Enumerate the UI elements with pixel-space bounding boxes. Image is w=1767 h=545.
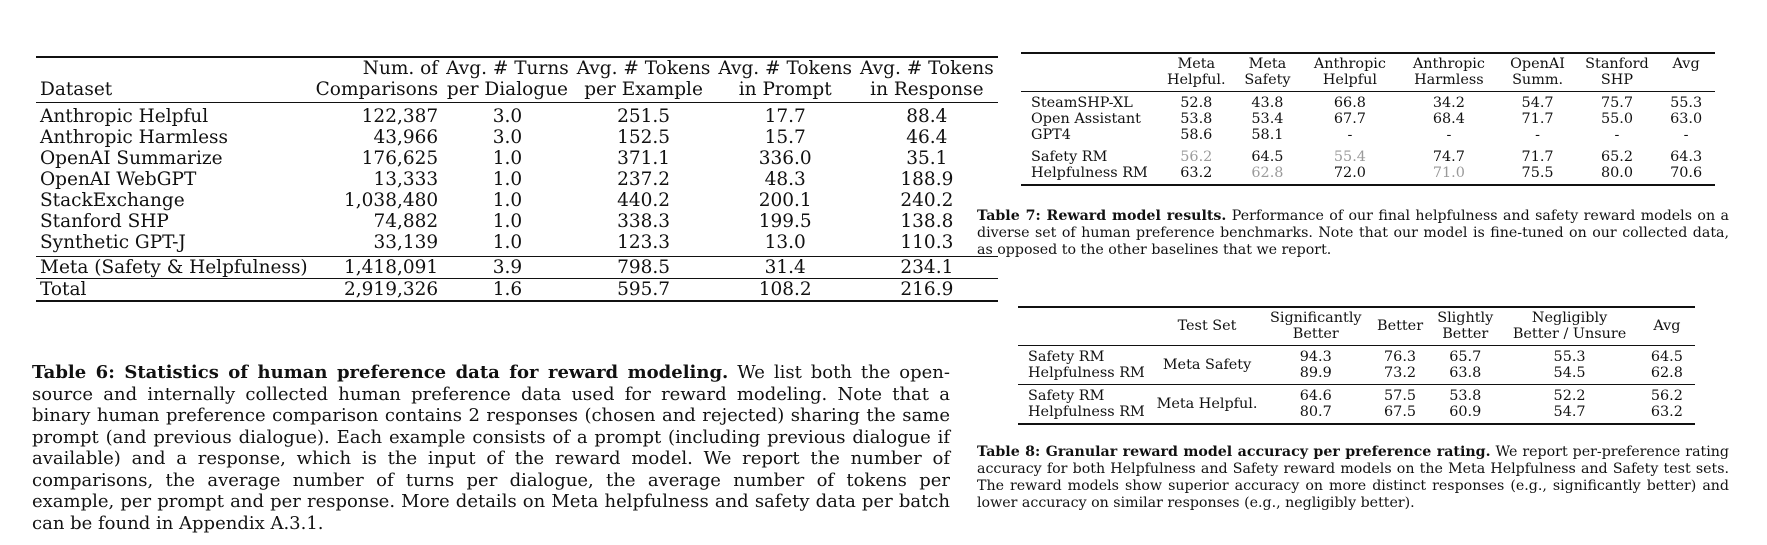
t7-header-openai-summ: OpenAI Summ. [1510,56,1565,88]
t6-cell: 138.8 [900,211,954,232]
t6-cell: 33,139 [373,232,439,253]
t7-cell: 71.0 [1432,165,1465,181]
table-row [36,211,998,232]
t6-cell: Meta (Safety & Helpfulness) [40,257,308,278]
t8-cell: Safety RM [1028,349,1105,365]
t6-cell: 595.7 [617,279,671,300]
t8-header-better: Better [1377,318,1424,334]
t7-cell: 71.7 [1521,149,1554,165]
t7-header-meta-helpful: Meta Helpful. [1166,56,1226,88]
t8-header-negligibly-better: Negligibly Better / Unsure [1512,310,1627,342]
t8-cell: 65.7 [1449,349,1482,365]
t6-cell: 13,333 [373,169,439,190]
t7-cell: Open Assistant [1031,111,1141,127]
t8-cell: 94.3 [1299,349,1332,365]
t6-cell: 3.0 [492,106,523,127]
t8-cell: 57.5 [1384,388,1417,404]
t7-cell: - [1347,127,1353,143]
t6-cell: 200.1 [758,190,812,211]
t7-cell: - [1683,127,1689,143]
t6-total-row [36,279,998,302]
t8-cell: 54.7 [1553,404,1586,420]
t8-cell: 60.9 [1449,404,1482,420]
t7-cell: 72.0 [1333,165,1366,181]
t7-cell: 63.2 [1180,165,1213,181]
t6-cell: 234.1 [900,257,954,278]
table-row [1021,146,1715,165]
t8-cell: 64.6 [1299,388,1332,404]
t6-cell: 336.0 [758,148,812,169]
t8-cell: 62.8 [1650,365,1683,381]
table-row [1021,92,1715,112]
t7-cell: GPT4 [1031,127,1071,143]
t7-cell: 58.1 [1251,127,1284,143]
table-row [36,127,998,148]
t6-cell: 43,966 [373,127,439,148]
table-row [1021,111,1715,127]
table-row [36,169,998,190]
t6-cell: OpenAI Summarize [40,148,223,169]
table-7-caption [977,208,1729,259]
t8-header-significantly-better: Significantly Better [1269,310,1362,342]
t6-cell: 1.0 [492,169,523,190]
t6-header-tokens-example: Avg. # Tokens per Example [576,58,711,100]
t8-header-avg: Avg [1653,318,1681,334]
t6-cell: 1.6 [492,279,523,300]
t7-cell: 63.0 [1670,111,1703,127]
t8-cell: 53.8 [1449,388,1482,404]
t6-cell: 1.0 [492,232,523,253]
t7-cell: - [1614,127,1620,143]
t7-cell: Safety RM [1031,149,1108,165]
t7-cell: 75.5 [1521,165,1554,181]
t8-cell: 63.2 [1650,404,1683,420]
t8-header-test-set: Test Set [1177,318,1237,334]
t6-header-tokens-response: Avg. # Tokens in Response [860,58,994,100]
table-row [1018,404,1695,424]
t6-cell: OpenAI WebGPT [40,169,197,190]
table-6-header-row [36,57,998,103]
table-6-caption-label: Table 6: Statistics of human preference data for reward modeling. [32,362,729,383]
t7-cell: 53.8 [1180,111,1213,127]
t6-cell: 1,038,480 [344,190,439,211]
t8-cell: 54.5 [1553,365,1586,381]
t8-cell: 63.8 [1449,365,1482,381]
table-row [1018,385,1695,405]
table-7-body-ours [1021,146,1715,185]
t8-cell: 56.2 [1650,388,1683,404]
t7-header-stanford-shp: Stanford SHP [1585,56,1649,88]
table-8-caption [977,444,1729,512]
t7-header-avg: Avg [1672,56,1700,72]
t6-cell: 237.2 [617,169,671,190]
t7-cell: 52.8 [1180,95,1213,111]
t8-header-model [1018,307,1152,346]
t7-header-anthropic-helpful: Anthropic Helpful [1313,56,1386,88]
table-7 [1021,52,1715,186]
t6-cell: 152.5 [617,127,671,148]
table-row [1021,127,1715,146]
table-6-caption-text: We list both the open-source and internally collected human preference data used for reward modeling. Note that a binary human preference comparison contains 2 responses (chosen and rejected) sharing the same prompt (and previous dialogue). Each example consists of a prompt (including previous dialogue if available) and a response, which is the input of the reward model. We report the number of comparisons, the average number of turns per dialogue, the average number of tokens per example, per prompt and per response. More details on Meta helpfulness and safety data per batch can be found in Appendix A.3.1. [32,362,950,534]
t6-cell: Anthropic Helpful [40,106,209,127]
t8-test-set-cell: Meta Safety [1162,357,1252,373]
t7-cell: 64.5 [1251,149,1284,165]
t7-cell: 66.8 [1333,95,1366,111]
t6-cell: 88.4 [906,106,948,127]
t8-cell: 64.5 [1650,349,1683,365]
t8-cell: Safety RM [1028,388,1105,404]
t8-cell: 73.2 [1384,365,1417,381]
t7-header-model [1021,53,1158,92]
table-7-header-row [1021,53,1715,92]
t7-cell: Helpfulness RM [1031,165,1148,181]
t6-cell: Synthetic GPT-J [40,232,186,253]
t7-cell: 54.7 [1521,95,1554,111]
t6-cell: 240.2 [900,190,954,211]
t6-cell: 2,919,326 [344,279,439,300]
t7-cell: 58.6 [1180,127,1213,143]
table-row [1018,346,1695,366]
t7-cell: 43.8 [1251,95,1284,111]
t8-cell: Helpfulness RM [1028,365,1145,381]
table-8-header-row [1018,307,1695,346]
t7-cell: 75.7 [1600,95,1633,111]
t7-cell: 80.0 [1600,165,1633,181]
table-8-group-meta-safety [1018,346,1695,385]
t6-cell: Anthropic Harmless [40,127,229,148]
t7-cell: 70.6 [1670,165,1703,181]
table-7-body-baselines [1021,92,1715,147]
table-row [36,148,998,169]
table-row [36,232,998,257]
t7-cell: 55.0 [1600,111,1633,127]
t6-cell: 1,418,091 [344,257,439,278]
t7-cell: 34.2 [1432,95,1465,111]
t6-cell: 13.0 [764,232,806,253]
table-6 [36,56,998,302]
table-6-caption [32,362,950,534]
t6-cell: 15.7 [764,127,806,148]
t6-cell: Stanford SHP [40,211,169,232]
t7-cell: 67.7 [1333,111,1366,127]
t6-cell: 123.3 [617,232,671,253]
t6-header-tokens-prompt: Avg. # Tokens in Prompt [718,58,853,100]
t6-cell: StackExchange [40,190,185,211]
t6-cell: 440.2 [617,190,671,211]
t8-cell: 80.7 [1299,404,1332,420]
t8-cell: 89.9 [1299,365,1332,381]
t6-meta-row [36,257,998,279]
t6-cell: 188.9 [900,169,954,190]
t6-cell: 46.4 [906,127,948,148]
t6-cell: 3.0 [492,127,523,148]
t8-header-slightly-better: Slightly Better [1437,310,1494,342]
t6-cell: 251.5 [617,106,671,127]
t6-cell: 31.4 [764,257,806,278]
table-8-caption-label: Table 8: Granular reward model accuracy per preference rating. [977,444,1491,460]
t7-cell: 55.4 [1333,149,1366,165]
table-8-group-meta-helpful [1018,385,1695,425]
t7-header-anthropic-harmless: Anthropic Harmless [1412,56,1485,88]
t7-cell: 71.7 [1521,111,1554,127]
t7-cell: 53.4 [1251,111,1284,127]
table-row [36,103,998,128]
t6-cell: 1.0 [492,211,523,232]
table-8 [1018,306,1695,425]
t7-cell: SteamSHP-XL [1031,95,1133,111]
t7-header-meta-safety: Meta Safety [1244,56,1291,88]
t6-cell: 798.5 [617,257,671,278]
t8-test-set-cell: Meta Helpful. [1156,396,1258,412]
t6-cell: 48.3 [764,169,806,190]
t6-cell: 35.1 [906,148,948,169]
t6-cell: 1.0 [492,148,523,169]
t6-cell: 110.3 [900,232,954,253]
t6-cell: 338.3 [617,211,671,232]
t8-cell: 52.2 [1553,388,1586,404]
t6-cell: 371.1 [617,148,671,169]
t7-cell: 62.8 [1251,165,1284,181]
table-row [36,190,998,211]
table-7-caption-label: Table 7: Reward model results. [977,208,1227,224]
t7-cell: 74.7 [1432,149,1465,165]
t7-cell: 55.3 [1670,95,1703,111]
t6-cell: 17.7 [764,106,806,127]
t7-cell: - [1535,127,1540,143]
table-7-caption-text: Performance of our final helpfulness and safety reward models on a diverse set of human preference benchmarks. Note that our model is fine-tuned on our collected data, as opposed to the other baselines that we report. [977,208,1729,258]
table-row [1021,165,1715,185]
t6-cell: 216.9 [900,279,954,300]
t8-cell: Helpfulness RM [1028,404,1145,420]
table-row [1018,365,1695,385]
t7-cell: 56.2 [1180,149,1213,165]
table-6-body [36,103,998,257]
t6-header-comparisons: Num. of Comparisons [315,58,439,100]
t6-header-dataset: Dataset [40,79,113,100]
t7-cell: - [1446,127,1452,143]
table-8-caption-text: We report per-preference rating accuracy for both Helpfulness and Safety reward models on the Meta Helpfulness and Safety test sets. The reward models show superior accuracy on more distinct responses (e.g., significantly better) and lower accuracy on similar responses (e.g., negligibly better). [977,444,1729,511]
t6-cell: 122,387 [361,106,439,127]
t8-cell: 76.3 [1384,349,1417,365]
t6-cell: 176,625 [361,148,439,169]
t6-cell: 1.0 [492,190,523,211]
t6-cell: Total [40,279,87,300]
t6-cell: 199.5 [758,211,812,232]
t7-cell: 68.4 [1432,111,1465,127]
t6-cell: 74,882 [373,211,439,232]
t7-cell: 64.3 [1670,149,1703,165]
t6-cell: 108.2 [758,279,812,300]
t8-cell: 67.5 [1384,404,1417,420]
t6-cell: 3.9 [492,257,523,278]
t7-cell: 65.2 [1600,149,1633,165]
t8-cell: 55.3 [1553,349,1586,365]
t6-header-turns: Avg. # Turns per Dialogue [446,58,569,100]
